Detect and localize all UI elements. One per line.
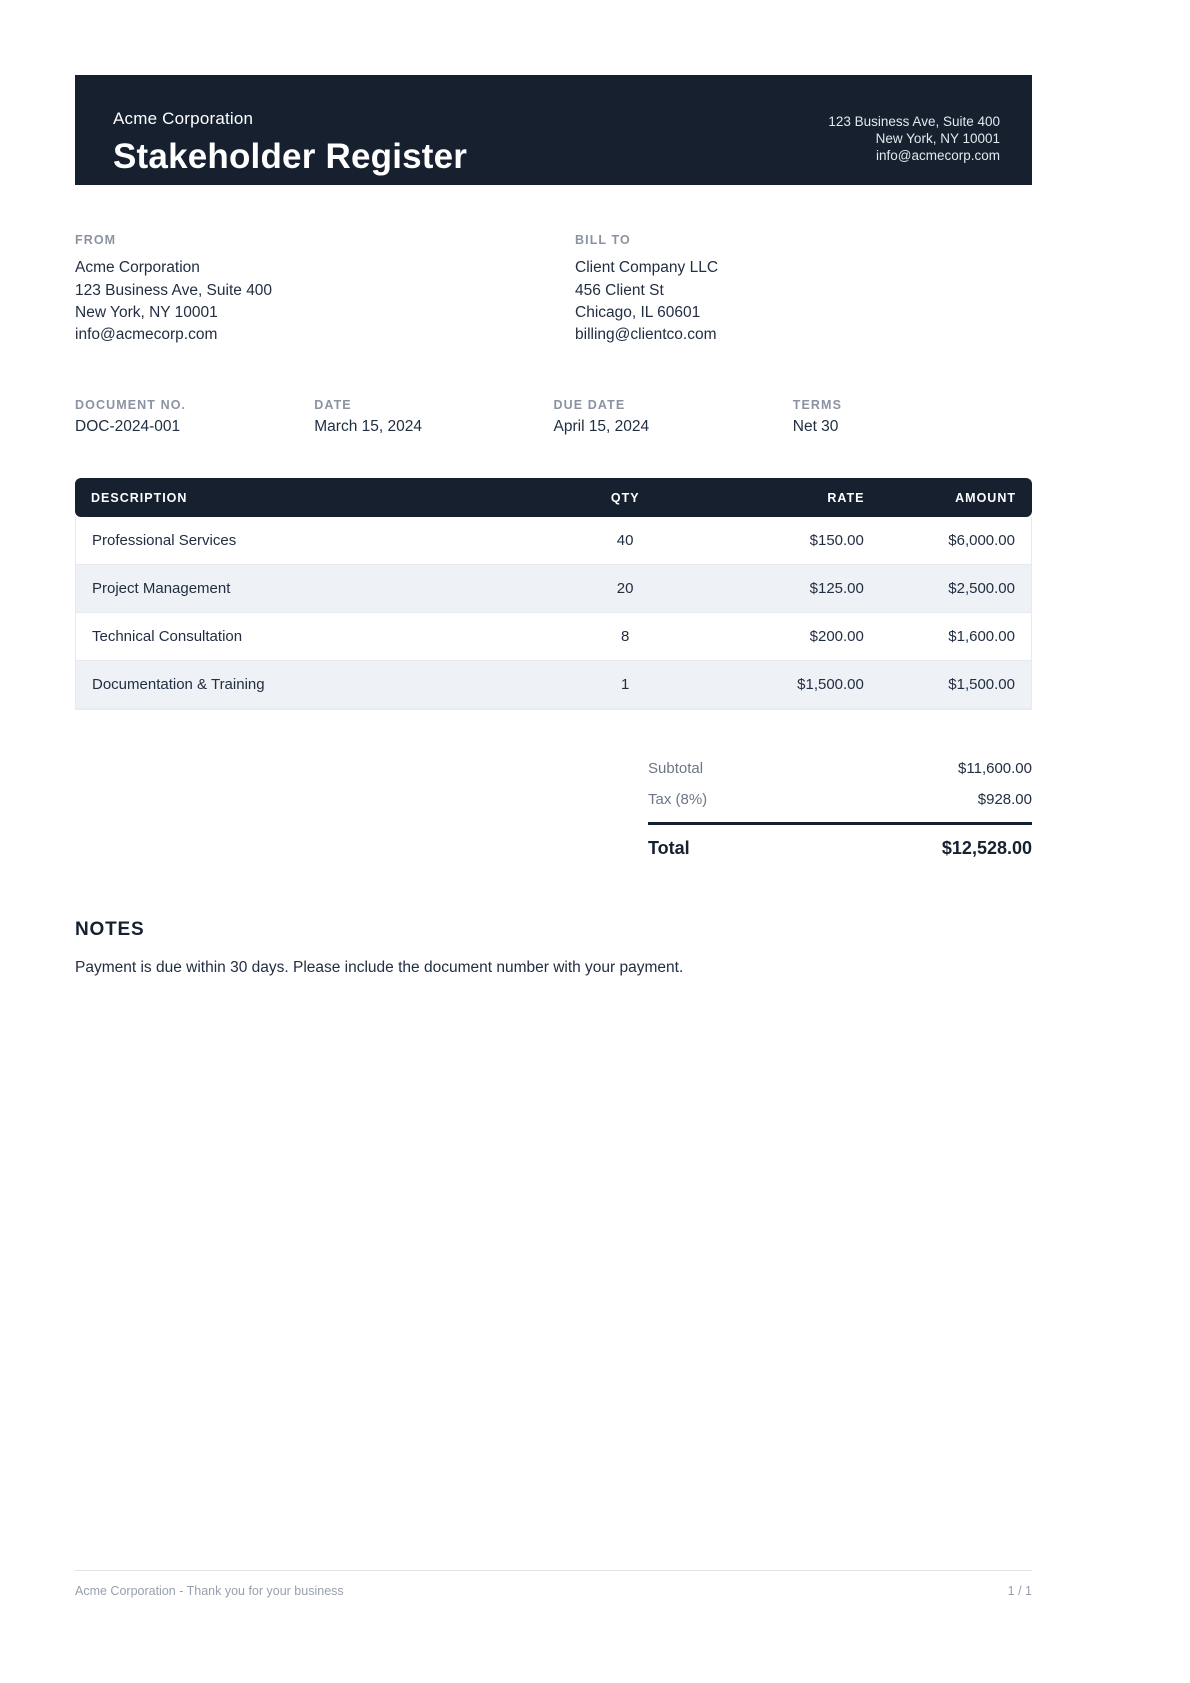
header-address-line: info@acmecorp.com xyxy=(876,148,1000,163)
from-block xyxy=(75,233,575,346)
tax-label: Tax (8%) xyxy=(648,791,708,808)
total-value: $12,528.00 xyxy=(941,838,1032,858)
from-address-line: New York, NY 10001 xyxy=(75,304,218,321)
total-row xyxy=(648,822,1032,859)
header-address-line: New York, NY 10001 xyxy=(875,131,1000,146)
table-row xyxy=(76,613,1031,661)
table-row xyxy=(76,517,1031,565)
cell-qty: 40 xyxy=(616,532,634,549)
meta-date xyxy=(314,398,553,436)
column-header-description: DESCRIPTION xyxy=(91,490,188,505)
from-email: info@acmecorp.com xyxy=(75,326,218,343)
bill-to-address-line: 456 Client St xyxy=(575,282,664,299)
notes-body: Payment is due within 30 days. Please include the document number with your payment. xyxy=(75,959,684,976)
table-header-row xyxy=(75,478,1032,517)
document-header xyxy=(75,75,1032,185)
bill-to-email: billing@clientco.com xyxy=(575,326,717,343)
meta-document-no xyxy=(75,398,314,436)
bill-to-block xyxy=(575,233,718,346)
meta-value: Net 30 xyxy=(792,418,839,435)
from-label: FROM xyxy=(75,233,117,247)
bill-to-label: BILL TO xyxy=(575,233,631,247)
total-label: Total xyxy=(648,838,690,858)
cell-qty: 20 xyxy=(616,580,634,597)
meta-value: April 15, 2024 xyxy=(553,418,650,435)
totals-section xyxy=(648,760,1032,859)
document-meta xyxy=(75,398,1032,436)
meta-label: DATE xyxy=(314,398,352,412)
document-page xyxy=(75,75,1032,977)
column-header-rate: RATE xyxy=(827,490,865,505)
cell-rate: $125.00 xyxy=(809,580,864,597)
footer-text: Acme Corporation - Thank you for your business xyxy=(75,1584,344,1598)
company-name: Acme Corporation xyxy=(113,109,254,128)
cell-description: Project Management xyxy=(92,580,231,597)
table-body xyxy=(75,517,1032,710)
from-address-line: 123 Business Ave, Suite 400 xyxy=(75,282,273,299)
tax-value: $928.00 xyxy=(977,791,1032,808)
cell-rate: $200.00 xyxy=(809,628,864,645)
subtotal-row xyxy=(648,760,1032,777)
cell-rate: $1,500.00 xyxy=(797,676,864,693)
cell-qty: 8 xyxy=(620,628,630,645)
meta-value: DOC-2024-001 xyxy=(75,418,181,435)
column-header-amount: AMOUNT xyxy=(955,490,1016,505)
meta-terms xyxy=(793,398,1032,436)
cell-qty: 1 xyxy=(620,676,630,693)
header-left xyxy=(113,105,468,176)
cell-description: Documentation & Training xyxy=(92,676,265,693)
bill-to-name: Client Company LLC xyxy=(575,259,719,276)
page-footer xyxy=(75,1570,1032,1598)
parties-section xyxy=(75,233,1032,346)
page-number: 1 / 1 xyxy=(1007,1584,1032,1598)
header-address xyxy=(828,113,1000,161)
cell-rate: $150.00 xyxy=(809,532,864,549)
tax-row xyxy=(648,791,1032,808)
cell-description: Professional Services xyxy=(92,532,237,549)
meta-label: DUE DATE xyxy=(553,398,626,412)
subtotal-value: $11,600.00 xyxy=(958,760,1032,777)
cell-amount: $1,600.00 xyxy=(948,628,1015,645)
notes-heading: NOTES xyxy=(75,919,145,940)
table-row xyxy=(76,565,1031,613)
cell-amount: $1,500.00 xyxy=(948,676,1015,693)
table-row xyxy=(76,661,1031,709)
meta-value: March 15, 2024 xyxy=(314,418,422,435)
cell-amount: $6,000.00 xyxy=(948,532,1015,549)
notes-section xyxy=(75,919,1032,977)
from-name: Acme Corporation xyxy=(75,259,200,276)
meta-label: TERMS xyxy=(792,398,842,412)
bill-to-address-line: Chicago, IL 60601 xyxy=(575,304,701,321)
column-header-qty: QTY xyxy=(610,490,640,505)
meta-label: DOCUMENT NO. xyxy=(75,398,187,412)
cell-description: Technical Consultation xyxy=(92,628,243,645)
subtotal-label: Subtotal xyxy=(648,760,704,777)
line-items-table xyxy=(75,478,1032,710)
header-address-line: 123 Business Ave, Suite 400 xyxy=(828,114,1000,129)
cell-amount: $2,500.00 xyxy=(948,580,1015,597)
meta-due-date xyxy=(554,398,793,436)
page-title: Stakeholder Register xyxy=(113,137,468,176)
